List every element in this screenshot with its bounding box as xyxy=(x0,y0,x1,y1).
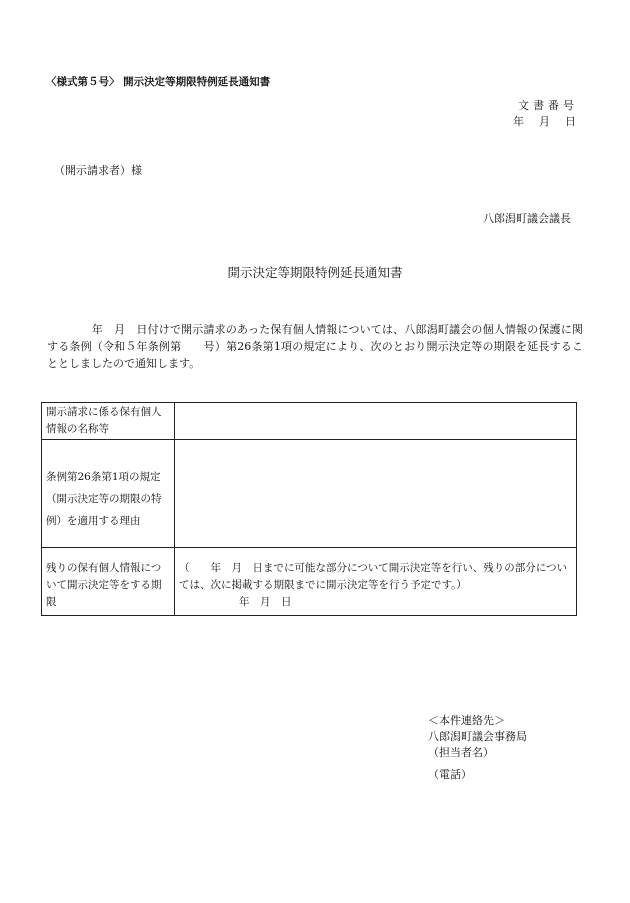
contact-block xyxy=(428,713,527,783)
form-label: 〈様式第５号〉 開示決定等期限特例延長通知書 xyxy=(46,76,271,88)
row-label-reason: 条例第26条第1項の規定（開示決定等の期限の特例）を適用する理由 xyxy=(42,440,175,548)
contact-heading: ＜本件連絡先＞ xyxy=(428,714,505,727)
addressee: （開示請求者）様 xyxy=(54,164,142,177)
info-table xyxy=(41,402,577,616)
row-value-info-name[interactable] xyxy=(175,403,577,440)
sender: 八郎潟町議会議長 xyxy=(483,212,571,225)
contact-phone: （電話） xyxy=(428,768,472,781)
row-value-reason[interactable] xyxy=(175,440,577,548)
body-text: 年 月 日付けで開示請求のあった保有個人情報については、八郎潟町議会の個人情報の保護に関する条例（令和５年条例第 号）第26条第1項の規定により、次のとおり開示決定等の期限を延長することとしましたので通知します。 xyxy=(47,323,583,370)
table-row xyxy=(42,440,577,548)
contact-office: 八郎潟町議会事務局 xyxy=(428,730,527,743)
row-label-deadline: 残りの保有個人情報について開示決定等をする期限 xyxy=(42,548,175,616)
document-title: 開示決定等期限特例延長通知書 xyxy=(227,265,403,280)
row-value-deadline[interactable] xyxy=(175,548,577,616)
document-date-label: 年 月 日 xyxy=(513,115,578,128)
row-label-info-name: 開示請求に係る保有個人情報の名称等 xyxy=(42,403,175,440)
document-number-label: 文書番号 xyxy=(518,99,578,112)
deadline-note: （ 年 月 日までに可能な部分について開示決定等を行い、残りの部分については、次に掲載する期限までに開示決定等を行う予定です。） xyxy=(179,562,568,591)
deadline-date: 年 月 日 xyxy=(239,596,292,608)
table-row xyxy=(42,403,577,440)
contact-person: （担当者名） xyxy=(428,746,494,759)
table-row xyxy=(42,548,577,616)
